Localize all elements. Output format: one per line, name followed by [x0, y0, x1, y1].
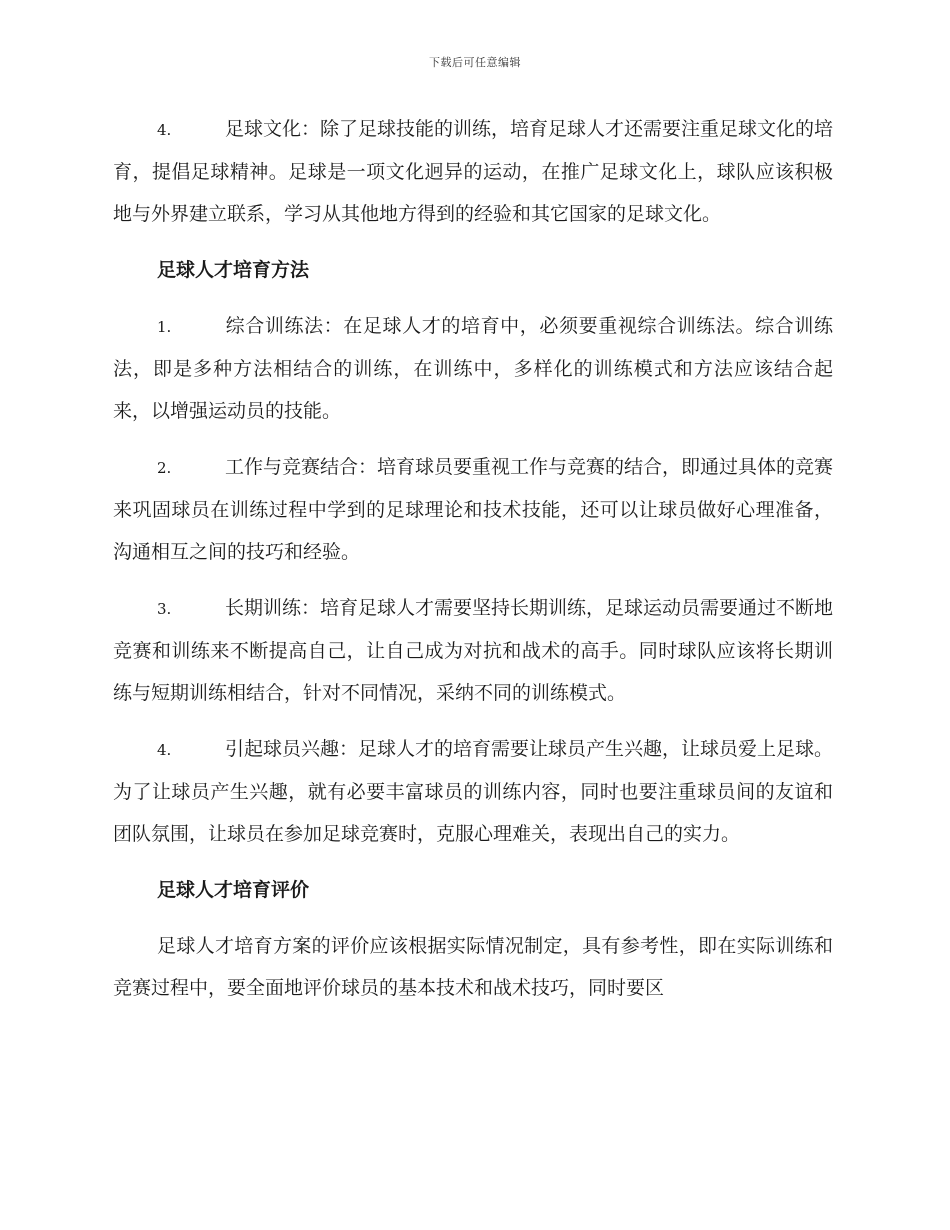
document-body	[113, 108, 833, 1023]
body-paragraph: 足球人才培育方案的评价应该根据实际情况制定，具有参考性，即在实际训练和竞赛过程中，要全面地评价球员的基本技术和战术技巧，同时要区	[113, 935, 833, 999]
list-number: 3.	[157, 600, 172, 618]
list-number: 2.	[157, 459, 172, 477]
list-item-text: 长期训练：培育足球人才需要坚持长期训练，足球运动员需要通过不断地竞赛和训练来不断提高自己，让自己成为对抗和战术的高手。同时球队应该将长期训练与短期训练相结合，针对不同情况，采纳不同的训练模式。	[113, 597, 834, 704]
page-header: 下载后可任意编辑	[429, 56, 521, 69]
section-heading: 足球人才培育评价	[157, 879, 310, 901]
list-number: 1.	[157, 318, 172, 336]
list-item-text: 综合训练法：在足球人才的培育中，必须要重视综合训练法。综合训练法，即是多种方法相结合的训练，在训练中，多样化的训练模式和方法应该结合起来，以增强运动员的技能。	[113, 315, 833, 422]
list-number: 4.	[157, 741, 172, 759]
list-item	[113, 446, 833, 573]
list-item-text: 工作与竞赛结合：培育球员要重视工作与竞赛的结合，即通过具体的竞赛来巩固球员在训练过程中学到的足球理论和技术技能，还可以让球员做好心理准备，沟通相互之间的技巧和经验。	[113, 456, 834, 563]
list-number: 4.	[157, 121, 172, 139]
list-item-text: 足球文化：除了足球技能的训练，培育足球人才还需要注重足球文化的培育，提倡足球精神。足球是一项文化迥异的运动，在推广足球文化上，球队应该积极地与外界建立联系，学习从其他地方得到的经验和其它国家的足球文化。	[113, 118, 834, 225]
list-item	[113, 305, 833, 432]
list-item	[113, 728, 833, 855]
list-item-text: 引起球员兴趣：足球人才的培育需要让球员产生兴趣，让球员爱上足球。为了让球员产生兴趣，就有必要丰富球员的训练内容，同时也要注重球员间的友谊和团队氛围，让球员在参加足球竞赛时，克服心理难关，表现出自己的实力。	[113, 738, 834, 845]
list-item	[113, 108, 833, 235]
section-heading: 足球人才培育方法	[157, 259, 310, 281]
list-item	[113, 587, 833, 714]
